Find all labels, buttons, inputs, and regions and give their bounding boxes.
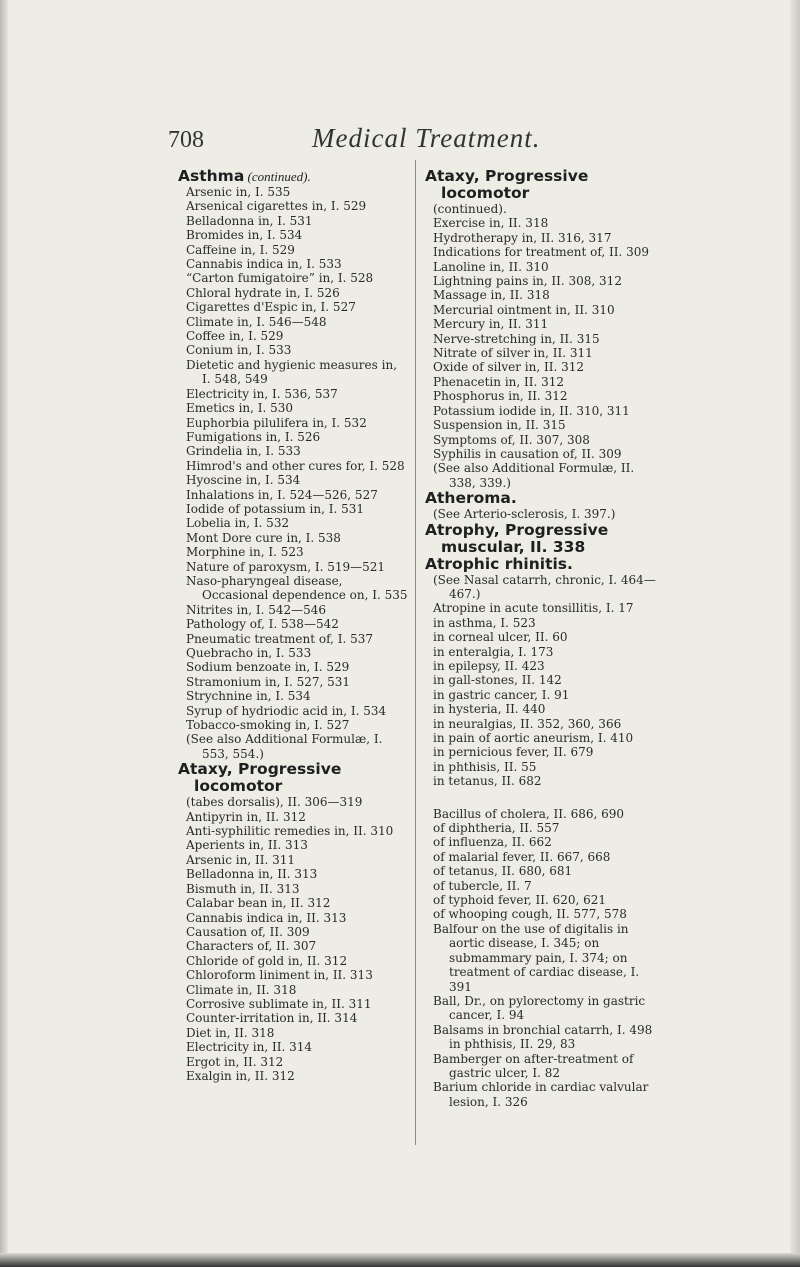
index-entry: Caffeine in, I. 529 bbox=[186, 242, 295, 257]
index-entry: Corrosive sublimate in, II. 311 bbox=[186, 996, 372, 1011]
index-heading-text: Atrophy, Progressive muscular, II. 338 bbox=[425, 520, 609, 556]
index-entry: Indications for treatment of, II. 309 bbox=[433, 245, 650, 260]
index-entry: of typhoid fever, II. 620, 621 bbox=[433, 893, 607, 908]
index-entry: Strychnine in, I. 534 bbox=[186, 689, 311, 704]
index-entry: in corneal ulcer, II. 60 bbox=[433, 630, 568, 645]
index-heading bbox=[425, 522, 660, 556]
page-right-edge bbox=[790, 0, 800, 1267]
index-subheading: (continued). bbox=[433, 202, 507, 216]
index-entry: Atropine in acute tonsillitis, I. 17 bbox=[433, 601, 634, 616]
index-entry: Anti-syphilitic remedies in, II. 310 bbox=[186, 824, 394, 839]
index-entry: in asthma, I. 523 bbox=[433, 615, 536, 630]
index-entry: in pain of aortic aneurism, I. 410 bbox=[433, 731, 634, 745]
index-entry: Emetics in, I. 530 bbox=[186, 401, 294, 416]
index-heading-text: Atrophic rhinitis. bbox=[425, 554, 573, 573]
index-heading bbox=[178, 761, 408, 795]
spacer bbox=[425, 789, 660, 807]
continued-note: (continued). bbox=[244, 169, 311, 184]
index-entry: Iodide of potassium in, I. 531 bbox=[186, 501, 364, 516]
index-entry: Chloride of gold in, II. 312 bbox=[186, 953, 348, 968]
index-entry: Potassium iodide in, II. 310, 311 bbox=[433, 403, 630, 418]
index-entry: Symptoms of, II. 307, 308 bbox=[433, 432, 590, 447]
index-entry: of tetanus, II. 680, 681 bbox=[433, 864, 573, 879]
index-entry: Bacillus of cholera, II. 686, 690 bbox=[433, 806, 625, 821]
index-entry: of whooping cough, II. 577, 578 bbox=[433, 907, 627, 922]
index-entry: Climate in, I. 546—548 bbox=[186, 314, 327, 329]
index-entry: Causation of, II. 309 bbox=[186, 924, 310, 939]
index-entry: (See Nasal catarrh, chronic, I. 464—467.) bbox=[433, 572, 656, 601]
index-entry: in epilepsy, II. 423 bbox=[433, 658, 545, 673]
index-entry: Hydrotherapy in, II. 316, 317 bbox=[433, 230, 612, 245]
index-entry: Lightning pains in, II. 308, 312 bbox=[433, 274, 622, 289]
index-column-right bbox=[425, 168, 660, 1109]
index-entry: Massage in, II. 318 bbox=[433, 288, 550, 303]
index-entry: Grindelia in, I. 533 bbox=[186, 444, 301, 459]
index-entry: in phthisis, II. 55 bbox=[433, 759, 537, 774]
index-entry: “Carton fumigatoire” in, I. 528 bbox=[186, 271, 374, 286]
index-entry: Lanoline in, II. 310 bbox=[433, 259, 549, 274]
index-entry: (See Arterio-sclerosis, I. 397.) bbox=[433, 507, 616, 522]
index-entry: Quebracho in, I. 533 bbox=[186, 646, 312, 660]
index-entry: Arsenical cigarettes in, I. 529 bbox=[186, 199, 367, 214]
index-entry: Fumigations in, I. 526 bbox=[186, 429, 321, 444]
column-divider bbox=[415, 160, 416, 1145]
index-entry: in tetanus, II. 682 bbox=[433, 774, 542, 789]
index-entry: Belladonna in, I. 531 bbox=[186, 213, 313, 228]
index-entry: of tubercle, II. 7 bbox=[433, 878, 532, 893]
index-entry: Suspension in, II. 315 bbox=[433, 418, 566, 433]
index-heading bbox=[178, 168, 408, 185]
index-entry: (See also Additional Formulæ, I. 553, 554.) bbox=[186, 732, 383, 761]
index-entry: Chloroform liniment in, II. 313 bbox=[186, 968, 373, 983]
index-entry: Bamberger on after-treatment of gastric ulcer, I. 82 bbox=[433, 1051, 634, 1080]
index-entry: Chloral hydrate in, I. 526 bbox=[186, 285, 340, 300]
index-entry: in neuralgias, II. 352, 360, 366 bbox=[433, 716, 622, 731]
index-entry: Coffee in, I. 529 bbox=[186, 329, 284, 344]
index-entry: Morphine in, I. 523 bbox=[186, 545, 304, 560]
index-entry: Euphorbia pilulifera in, I. 532 bbox=[186, 415, 367, 430]
index-entry: Ergot in, II. 312 bbox=[186, 1054, 284, 1069]
index-entry: Nitrate of silver in, II. 311 bbox=[433, 346, 593, 361]
index-entry: Exalgin in, II. 312 bbox=[186, 1068, 295, 1083]
index-entry: Diet in, II. 318 bbox=[186, 1025, 275, 1040]
index-entry: Ball, Dr., on pylorectomy in gastric cancer, I. 94 bbox=[433, 993, 646, 1023]
index-entry: Pathology of, I. 538—542 bbox=[186, 617, 339, 632]
index-entry: Lobelia in, I. 532 bbox=[186, 516, 290, 531]
index-entry: Cigarettes d'Espic in, I. 527 bbox=[186, 300, 356, 315]
index-heading-text: Asthma bbox=[178, 167, 245, 185]
index-entry: of influenza, II. 662 bbox=[433, 835, 552, 850]
index-entry: Balfour on the use of digitalis in aortic disease, I. 345; on submammary pain, I. 374; on treatment of cardiac disease, I. 391 bbox=[433, 921, 640, 994]
index-entry: (See also Additional Formulæ, II. 338, 339.) bbox=[433, 461, 635, 490]
index-entry: Mercury in, II. 311 bbox=[433, 317, 549, 332]
index-entry: Mercurial ointment in, II. 310 bbox=[433, 302, 615, 317]
index-entry: Arsenic in, I. 535 bbox=[186, 185, 291, 199]
index-subheading: (tabes dorsalis), II. 306—319 bbox=[186, 795, 363, 810]
index-heading bbox=[425, 490, 660, 507]
index-heading bbox=[425, 168, 660, 202]
index-entry: Balsams in bronchial catarrh, I. 498 in phthisis, II. 29, 83 bbox=[433, 1022, 653, 1052]
index-entry: in enteralgia, I. 173 bbox=[433, 644, 554, 659]
index-entry: Syrup of hydriodic acid in, I. 534 bbox=[186, 703, 387, 718]
index-entry: Climate in, II. 318 bbox=[186, 982, 297, 997]
index-entry: Calabar bean in, II. 312 bbox=[186, 896, 331, 911]
page-bottom-edge bbox=[0, 1253, 800, 1267]
index-entry: Nature of paroxysm, I. 519—521 bbox=[186, 559, 386, 574]
index-entry: Electricity in, II. 314 bbox=[186, 1040, 312, 1055]
index-entry: Pneumatic treatment of, I. 537 bbox=[186, 631, 373, 646]
index-entry: Hyoscine in, I. 534 bbox=[186, 473, 301, 488]
page-left-edge bbox=[0, 0, 8, 1267]
index-entry: Sodium benzoate in, I. 529 bbox=[186, 660, 350, 675]
index-entry: of malarial fever, II. 667, 668 bbox=[433, 849, 611, 864]
index-column-left bbox=[178, 168, 408, 1083]
index-entry: Oxide of silver in, II. 312 bbox=[433, 360, 584, 375]
index-entry: Belladonna in, II. 313 bbox=[186, 867, 318, 882]
index-entry: Nitrites in, I. 542—546 bbox=[186, 602, 327, 617]
index-entry: Naso-pharyngeal disease, Occasional dependence on, I. 535 bbox=[186, 573, 408, 603]
index-entry: Mont Dore cure in, I. 538 bbox=[186, 530, 341, 545]
index-heading-text: Ataxy, Progressive locomotor bbox=[178, 760, 342, 796]
index-entry: Dietetic and hygienic measures in, I. 548, 549 bbox=[186, 357, 398, 387]
index-entry: Cannabis indica in, I. 533 bbox=[186, 257, 342, 272]
index-entry: Himrod's and other cures for, I. 528 bbox=[186, 458, 405, 473]
index-heading-text: Ataxy, Progressive locomotor bbox=[425, 167, 589, 202]
index-entry: Aperients in, II. 313 bbox=[186, 838, 308, 853]
index-entry: Phenacetin in, II. 312 bbox=[433, 374, 565, 389]
index-entry: in gastric cancer, I. 91 bbox=[433, 687, 570, 702]
running-title: Medical Treatment. bbox=[312, 123, 541, 153]
index-entry: of diphtheria, II. 557 bbox=[433, 821, 560, 836]
index-entry: in hysteria, II. 440 bbox=[433, 702, 546, 717]
index-heading bbox=[425, 556, 660, 573]
index-entry: Stramonium in, I. 527, 531 bbox=[186, 674, 351, 689]
index-entry: Characters of, II. 307 bbox=[186, 939, 317, 954]
index-entry: Electricity in, I. 536, 537 bbox=[186, 386, 338, 401]
index-entry: Counter-irritation in, II. 314 bbox=[186, 1011, 358, 1026]
page-number: 708 bbox=[168, 127, 204, 153]
index-entry: Bismuth in, II. 313 bbox=[186, 881, 300, 896]
index-entry: Exercise in, II. 318 bbox=[433, 216, 549, 231]
index-entry: Arsenic in, II. 311 bbox=[186, 852, 295, 867]
index-entry: Nerve-stretching in, II. 315 bbox=[433, 331, 600, 346]
index-entry: Barium chloride in cardiac valvular lesion, I. 326 bbox=[433, 1080, 649, 1109]
index-entry: Syphilis in causation of, II. 309 bbox=[433, 446, 622, 461]
index-entry: Conium in, I. 533 bbox=[186, 343, 292, 358]
index-entry: Antipyrin in, II. 312 bbox=[186, 809, 306, 824]
index-entry: Inhalations in, I. 524—526, 527 bbox=[186, 487, 378, 502]
index-entry: Bromides in, I. 534 bbox=[186, 228, 303, 243]
index-heading-text: Atheroma. bbox=[425, 489, 517, 508]
index-entry: Cannabis indica in, II. 313 bbox=[186, 910, 347, 925]
index-entry: in pernicious fever, II. 679 bbox=[433, 745, 594, 760]
index-entry: in gall-stones, II. 142 bbox=[433, 673, 562, 688]
index-entry: Tobacco-smoking in, I. 527 bbox=[186, 718, 350, 733]
index-entry: Phosphorus in, II. 312 bbox=[433, 389, 568, 404]
page-header bbox=[168, 123, 628, 163]
